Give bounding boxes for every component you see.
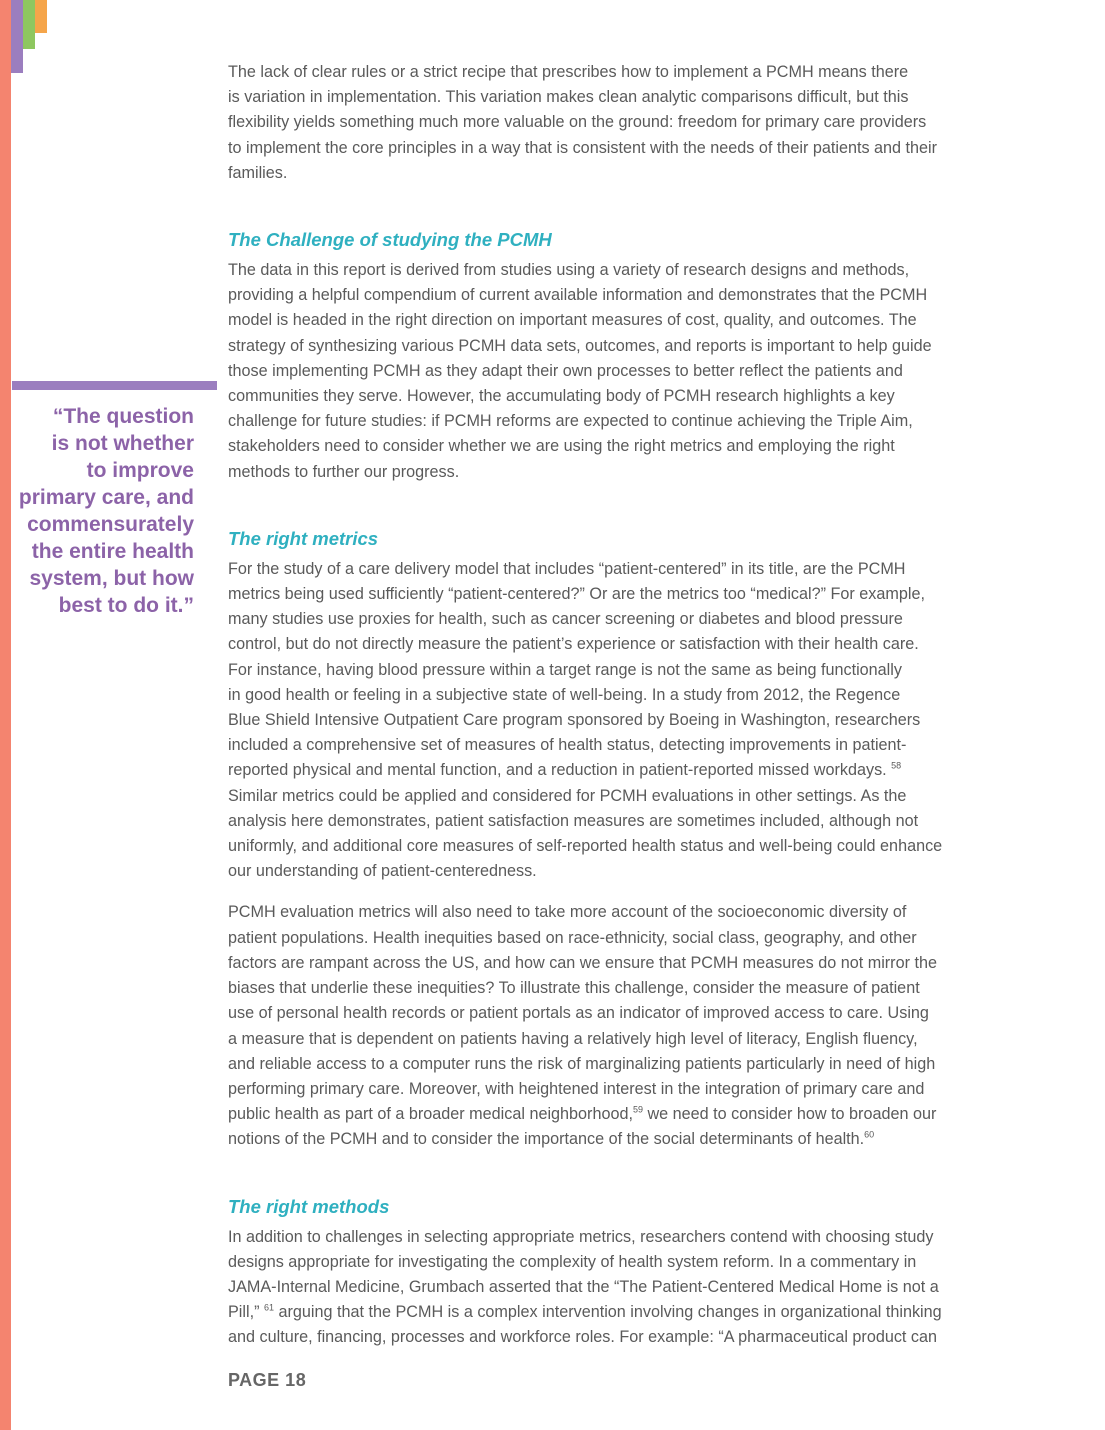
- metrics-p2-text-a: PCMH evaluation metrics will also need to take more account of the socioeconomic diversity of patient populations. Health inequities based on race-ethnicity, social class, geography, and other factors are rampant across the US, and how can we ensure that PCMH measures do not mirror the biases that underlie these inequities? To illustrate this challenge, consider the measure of patient use of personal health records or patient portals as an indicator of improved access to care. Using a measure that is dependent on patients having a relatively high level of literacy, English fluency, and reliable access to a computer runs the risk of marginalizing patients particularly in need of high performing primary care. Moreover, with heightened interest in the integration of primary care and public health as part of a broader medical neighborhood,: [228, 903, 937, 1124]
- purple-accent-bar: [11, 0, 23, 73]
- metrics-paragraph-1: [228, 557, 994, 885]
- metrics-paragraph-2: [228, 900, 994, 1152]
- orange-accent-bar: [35, 0, 47, 33]
- footnote-ref-60: 60: [864, 1129, 875, 1140]
- pullquote-rule: [12, 381, 217, 390]
- footnote-ref-59: 59: [632, 1104, 643, 1115]
- metrics-p1-text-b: Similar metrics could be applied and considered for PCMH evaluations in other settings. As the analysis here demonstrates, patient satisfaction measures are sometimes included, although not uniformly, and additional core measures of self-reported health status and well-being could enhance our understanding of patient-centeredness.: [228, 786, 943, 881]
- methods-paragraph: [228, 1225, 994, 1351]
- pullquote: “The question is not whether to improve primary care, and commensurately the entire health system, but how best to do it.”: [18, 405, 194, 617]
- section-heading-challenge: The Challenge of studying the PCMH: [228, 229, 552, 251]
- green-accent-bar: [23, 0, 35, 49]
- challenge-paragraph: The data in this report is derived from studies using a variety of research designs and methods, providing a helpful compendium of current available information and demonstrates that the PCMH model is headed in the right direction on important measures of cost, quality, and outcomes. The strategy of synthesizing various PCMH data sets, outcomes, and reports is important to help guide those implementing PCMH as they adapt their own processes to better reflect the patients and communities they serve. However, the accumulating body of PCMH research highlights a key challenge for future studies: if PCMH reforms are expected to continue achieving the Triple Aim, stakeholders need to consider whether we are using the right metrics and employing the right methods to further our progress.: [228, 261, 932, 481]
- methods-text-b: arguing that the PCMH is a complex intervention involving changes in organizational thinking and culture, financing, processes and workforce roles. For example: “A pharmaceutical product can: [228, 1303, 942, 1347]
- footnote-ref-58: 58: [891, 761, 902, 772]
- section-heading-metrics: The right metrics: [228, 527, 379, 549]
- footnote-ref-61: 61: [263, 1302, 274, 1313]
- left-edge-bar: [0, 0, 11, 1430]
- metrics-p2-text-b: we need to consider how to broaden our notions of the PCMH and to consider the importance of the social determinants of health.: [228, 1105, 937, 1149]
- section-heading-methods: The right methods: [228, 1195, 390, 1217]
- methods-text-a: In addition to challenges in selecting appropriate metrics, researchers contend with choosing study designs appropriate for investigating the complexity of health system reform. In a commentary in JAMA-Internal Medicine, Grumbach asserted that the “The Patient-Centered Medical Home is not a Pill,”: [228, 1227, 939, 1322]
- intro-paragraph: The lack of clear rules or a strict recipe that prescribes how to implement a PCMH means there is variation in implementation. This variation makes clean analytic comparisons difficult, but this flexibility yields something much more valuable on the ground: freedom for primary care providers to implement the core principles in a way that is consistent with the needs of their patients and their families.: [228, 63, 938, 182]
- page-number: PAGE 18: [228, 1370, 307, 1390]
- metrics-p1-text-a: For the study of a care delivery model that includes “patient-centered” in its title, are the PCMH metrics being used sufficiently “patient-centered?” Or are the metrics too “medical?” For example, many studies use proxies for health, such as cancer screening or diabetes and blood pressure control, but do not directly measure the patient’s experience or satisfaction with their health care. For instance, having blood pressure within a target range is not the same as being functionally in good health or feeling in a subjective state of well-being. In a study from 2012, the Regence Blue Shield Intensive Outpatient Care program sponsored by Boeing in Washington, researchers included a comprehensive set of measures of health status, detecting improvements in patient- reported physical and mental function, and a reduction in patient-reported missed workdays.: [228, 559, 925, 780]
- main-content: [228, 60, 994, 1367]
